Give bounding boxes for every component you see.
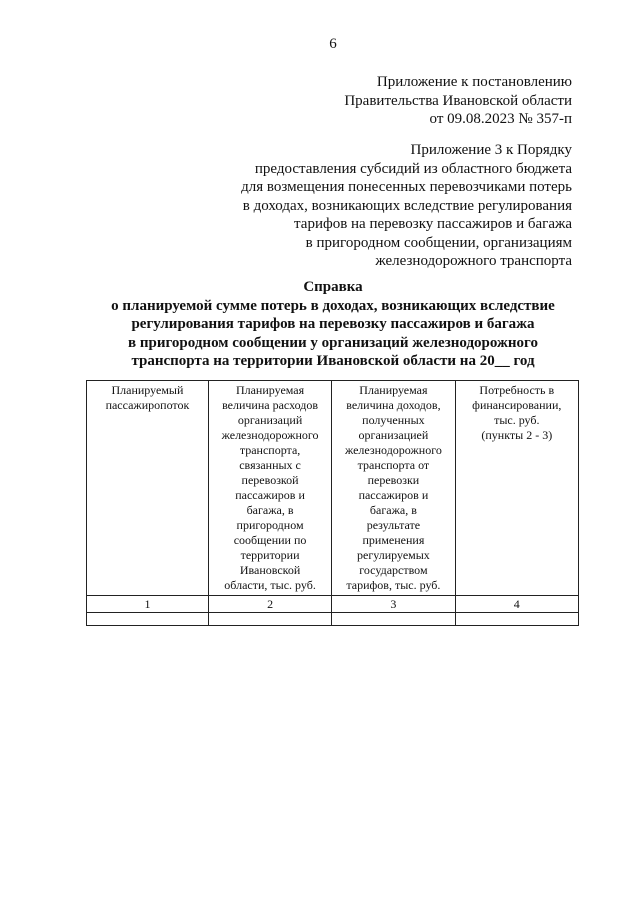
appendix-line: в доходах, возникающих вследствие регулирования [242,197,572,214]
header-line: Планируемая [359,383,428,397]
title-line: о планируемой сумме потерь в доходах, возникающих вследствие [111,297,555,314]
appendix-line: Правительства Ивановской области [344,92,572,109]
page-number: 6 [329,36,337,52]
header-line: области, тыс. руб. [224,578,316,592]
report-table [86,380,579,626]
header-line: перевозки [367,473,420,487]
column-number: 3 [332,596,455,613]
header-planned-passenger-flow [87,381,209,596]
header-line: Планируемый [111,383,184,397]
header-line: государством [359,563,428,577]
header-line: Планируемая [235,383,305,397]
header-line: финансировании, [472,398,562,412]
table-cell [208,613,331,626]
header-line: Потребность в [479,383,555,397]
appendix-line: железнодорожного транспорта [375,253,572,269]
header-line: сообщении по [233,533,307,547]
header-line: результате [366,518,421,532]
header-line: пассажиропоток [105,398,190,412]
header-line: железнодорожного [221,428,319,442]
appendix-line: от 09.08.2023 № 357-п [429,111,572,127]
header-line: (пункты 2 - 3) [481,428,553,442]
table-cell [87,613,209,626]
header-line: железнодорожного [344,443,442,457]
table-cell [455,613,578,626]
header-line: багажа, в [246,503,294,517]
header-line: полученных [362,413,425,427]
header-line: перевозкой [241,473,299,487]
document-title [0,278,640,371]
header-line: величина доходов, [346,398,441,412]
title-heading: Справка [303,279,363,295]
header-line: организацией [358,428,429,442]
header-line: регулируемых [357,548,430,562]
header-line: территории [240,548,300,562]
header-line: транспорта от [357,458,430,472]
column-number: 1 [87,596,209,613]
table-cell [332,613,455,626]
header-planned-expenses [208,381,331,596]
appendix-to-order [241,141,572,271]
appendix-line: Приложение к постановлению [376,74,572,90]
title-line: в пригородном сообщении у организаций железнодорожного [128,334,538,351]
appendix-line: тарифов на перевозку пассажиров и багажа [294,216,572,232]
table-row [87,613,579,626]
header-line: транспорта, [239,443,301,457]
header-line: тарифов, тыс. руб. [346,578,441,592]
appendix-line: предоставления субсидий из областного бюджета [254,160,572,177]
appendix-to-resolution [344,73,572,129]
header-line: связанных с [239,458,301,472]
header-financing-need [455,381,578,596]
appendix-line: для возмещения понесенных перевозчиками потерь [241,179,572,195]
header-line: применения [362,533,425,547]
title-line: транспорта на территории Ивановской области на 20__ год [131,353,535,369]
table-header-row [87,381,579,596]
header-planned-income [332,381,455,596]
header-line: Ивановской [239,563,301,577]
header-line: тыс. руб. [494,413,540,427]
header-line: величина расходов [222,398,319,412]
header-line: организаций [237,413,303,427]
column-number-row [87,596,579,613]
header-line: пригородном [236,518,304,532]
title-line: регулирования тарифов на перевозку пассажиров и багажа [131,316,535,332]
header-line: пассажиров и [358,488,429,502]
header-line: багажа, в [369,503,417,517]
column-number: 4 [455,596,578,613]
column-number: 2 [208,596,331,613]
appendix-line: в пригородном сообщении, организациям [305,234,572,251]
appendix-line: Приложение 3 к Порядку [410,142,572,158]
header-line: пассажиров и [235,488,305,502]
